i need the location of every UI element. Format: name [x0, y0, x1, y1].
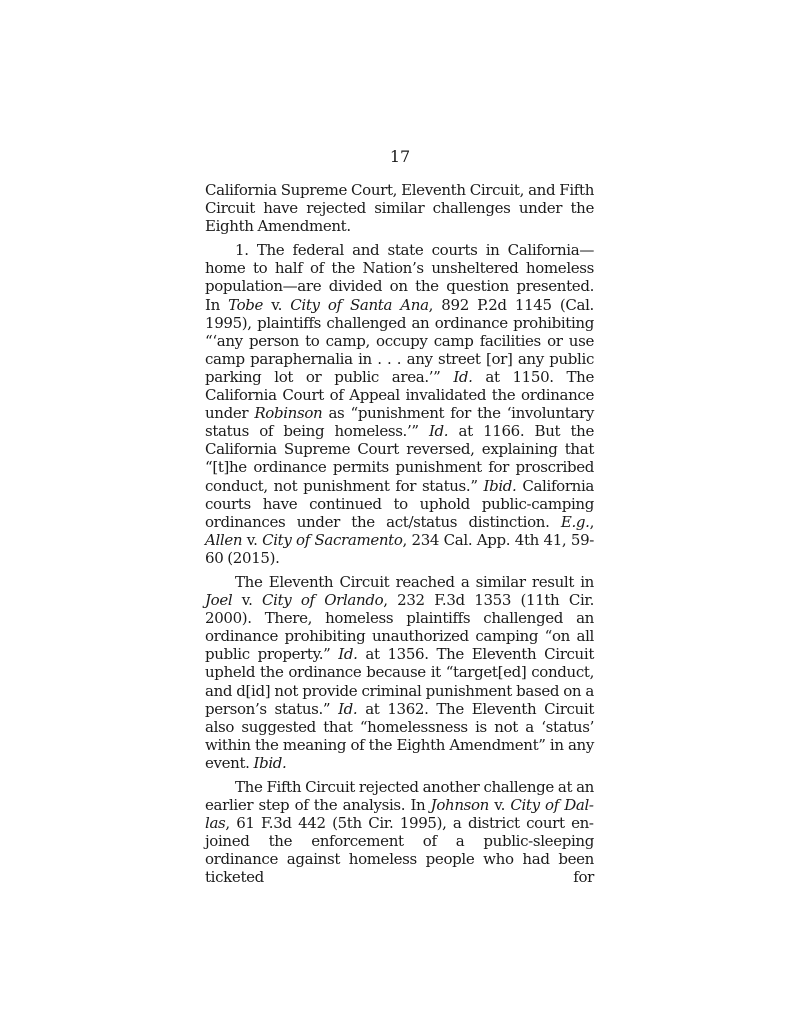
text-run: The Eleventh Circuit reached a similar result in — [235, 572, 594, 591]
italic-citation-text: Id. — [428, 422, 449, 441]
italic-citation-text: Id. — [338, 645, 358, 664]
text-run: at 1362. The Eleventh Circuit also suggested that “homelessness is not a ‘status’ within the meaning of the Eighth Amendment” in any event. — [205, 699, 594, 772]
text-run: v. — [263, 295, 291, 314]
italic-citation-text: Johnson — [430, 796, 489, 815]
italic-citation-text: Ibid. — [253, 753, 287, 772]
italic-citation-text: Robinson — [254, 404, 323, 423]
text-run: , 61 F.3d 442 (5th Cir. 1995), a district court enjoined the enforcement of a public-sleeping ordinance against homeless people who had been ticketed for — [205, 814, 594, 887]
italic-citation-text: City of Orlando — [262, 591, 384, 610]
italic-citation-text: Allen — [205, 530, 243, 549]
text-run: v. — [232, 591, 263, 610]
italic-citation-text: Tobe — [228, 295, 264, 314]
italic-citation-text: Joel — [205, 591, 233, 610]
italic-citation-text: City of Dallas — [205, 796, 594, 833]
text-run: , 232 F.3d 1353 (11th Cir. 2000). There, homeless plaintiffs challenged an ordinance prohibiting unauthorized camping “on all public property.” — [205, 591, 594, 664]
italic-citation-text: Id. — [453, 367, 473, 386]
text-run: The Fifth Circuit rejected another challenge at an earlier step of the analysis. In — [205, 778, 594, 815]
page-number: 17 — [389, 147, 411, 166]
text-run: v. — [488, 796, 511, 815]
paragraph-eleventh-circuit — [205, 573, 594, 772]
body-text — [205, 181, 594, 893]
text-run: California courts have continued to uphold public-camping ordinances under the act/status distinction. — [205, 476, 595, 531]
italic-citation-text: City of Santa Ana — [290, 295, 429, 314]
paragraph-intro — [205, 181, 594, 235]
italic-citation-text: Ibid. — [483, 476, 517, 495]
text-run: at 1166. But the California Supreme Court reversed, explaining that “[t]he ordinance permits punishment for proscribed conduct, not punishment for status.” — [205, 422, 595, 495]
text-run: as “punishment for the ‘involuntary status of being homeless.’” — [205, 404, 595, 441]
text-run: at 1356. The Eleventh Circuit upheld the ordinance because it “target[ed] conduct, and d[id] not provide criminal punishment based on a person’s status.” — [205, 645, 594, 718]
text-run: , — [589, 512, 594, 531]
text-run: , 234 Cal. App. 4th 41, 59-60 (2015). — [205, 530, 594, 567]
italic-citation-text: City of Sacramento — [262, 530, 403, 549]
text-run: California Supreme Court, Eleventh Circuit, and Fifth Circuit have rejected similar challenges under the Eighth Amendment. — [205, 181, 594, 236]
text-run: 1. The federal and state courts in California—home to half of the Nation’s unsheltered homeless population—are divided on the question presented. In — [205, 241, 594, 314]
paragraph-fifth-circuit — [205, 778, 594, 887]
italic-citation-text: E.g. — [560, 512, 590, 531]
text-run: at 1150. The California Court of Appeal invalidated the ordinance under — [205, 367, 594, 423]
text-run: , 892 P.2d 1145 (Cal. 1995), plaintiffs challenged an ordinance prohibiting “‘any person to camp, occupy camp facilities or use camp paraphernalia in . . . any street [or] any public parking lot or public area.’” — [205, 295, 594, 386]
italic-citation-text: Id. — [338, 699, 358, 718]
text-run: v. — [242, 530, 263, 549]
paragraph-california-courts — [205, 241, 594, 567]
